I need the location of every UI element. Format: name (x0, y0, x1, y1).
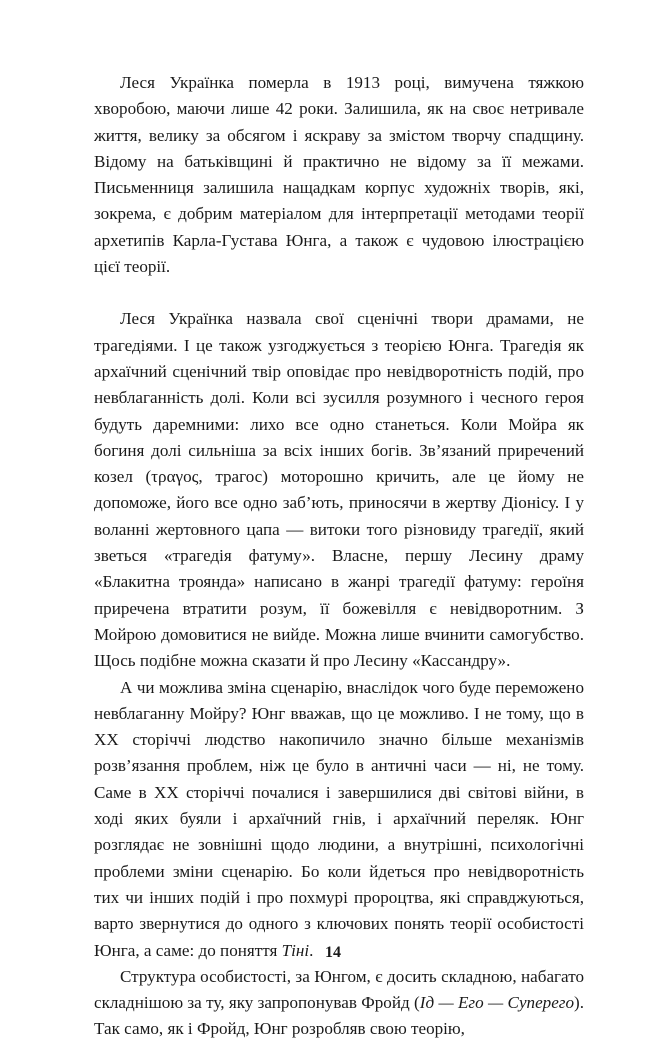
paragraph-4-end: ). Так само, як і Фройд, Юнг розробляв свою теорію, (94, 993, 584, 1039)
paragraph-2-text: Леся Українка назвала свої сценічні твори драмами, не трагедіями. І це також узгоджується з теорією Юнга. Трагедія як архаїчний сценічний твір оповідає про невідворотність подій, про невблаганність долі. Коли всі зусилля розумного і чесного героя будуть даремними: лихо все одно станеться. Коли Мойра як богиня долі сильніша за всіх інших богів. Зв’язаний приречений козел (τραγος, трагос) моторошно кричить, але це йому не допоможе, його все одно заб’ють, приносячи в жертву Діонісу. І у воланні жертовного цапа — витоки того різновиду трагедії, який зветься «трагедія фатуму». Власне, першу Лесину драму «Блакитна троянда» написано в жанрі трагедії фатуму: героїня приречена втратити розум, її божевілля є невідворотним. З Мойрою домовитися не вийде. Можна лише вчинити самогубство. Щось подібне можна сказати й про Лесину «Кассандру». (94, 309, 584, 671)
paragraph-3-end: . (309, 940, 314, 960)
body-text (94, 70, 584, 1043)
paragraph-2 (94, 306, 584, 674)
term-shadow: Тіні (281, 940, 310, 960)
paragraph-3-text: А чи можлива зміна сценарію, внаслідок чого буде переможено невблаганну Мойру? Юнг вважав, що це можливо. І не тому, що в ХХ сторіччі людство накопичило значно більше механізмів розв’язання проблем, ніж це було в античні часи — ні, не тому. Саме в ХХ сторіччі почалися і завершилися дві світові війни, в ході яких буяли і архаїчний гнів, і архаїчний переляк. Юнг розглядає не зовнішні щодо людини, а внутрішні, психологічні проблеми зміни сценарію. Бо коли йдеться про невідворотність тих чи інших подій і про похмурі пророцтва, які справджуються, варто звернутися до одного з ключових понять теорії особистості Юнга, а саме: до поняття (94, 677, 584, 960)
term-id-ego-superego: Ід — Его — Суперего (419, 993, 575, 1013)
paragraph-3 (94, 675, 584, 964)
paragraph-4-text: Структура особистості, за Юнгом, є досить складною, набагато складнішою за ту, яку запропонував Фройд ( (94, 966, 584, 1013)
paragraph-1-text: Леся Українка померла в 1913 році, вимучена тяжкою хворобою, маючи лише 42 роки. Залишила, як на своє нетривале життя, велику за обсягом і яскраву за змістом творчу спадщину. Відому на батьківщині й практично не відому за її межами. Письменниця залишила нащадкам корпус художніх творів, які, зокрема, є добрим матеріалом для інтерпретації методами теорії архетипів Карла-Густава Юнга, а також є чудовою ілюстрацією цієї теорії. (94, 73, 584, 277)
paragraph-1 (94, 70, 584, 280)
page-number: 14 (325, 944, 341, 961)
paragraph-4 (94, 964, 584, 1043)
